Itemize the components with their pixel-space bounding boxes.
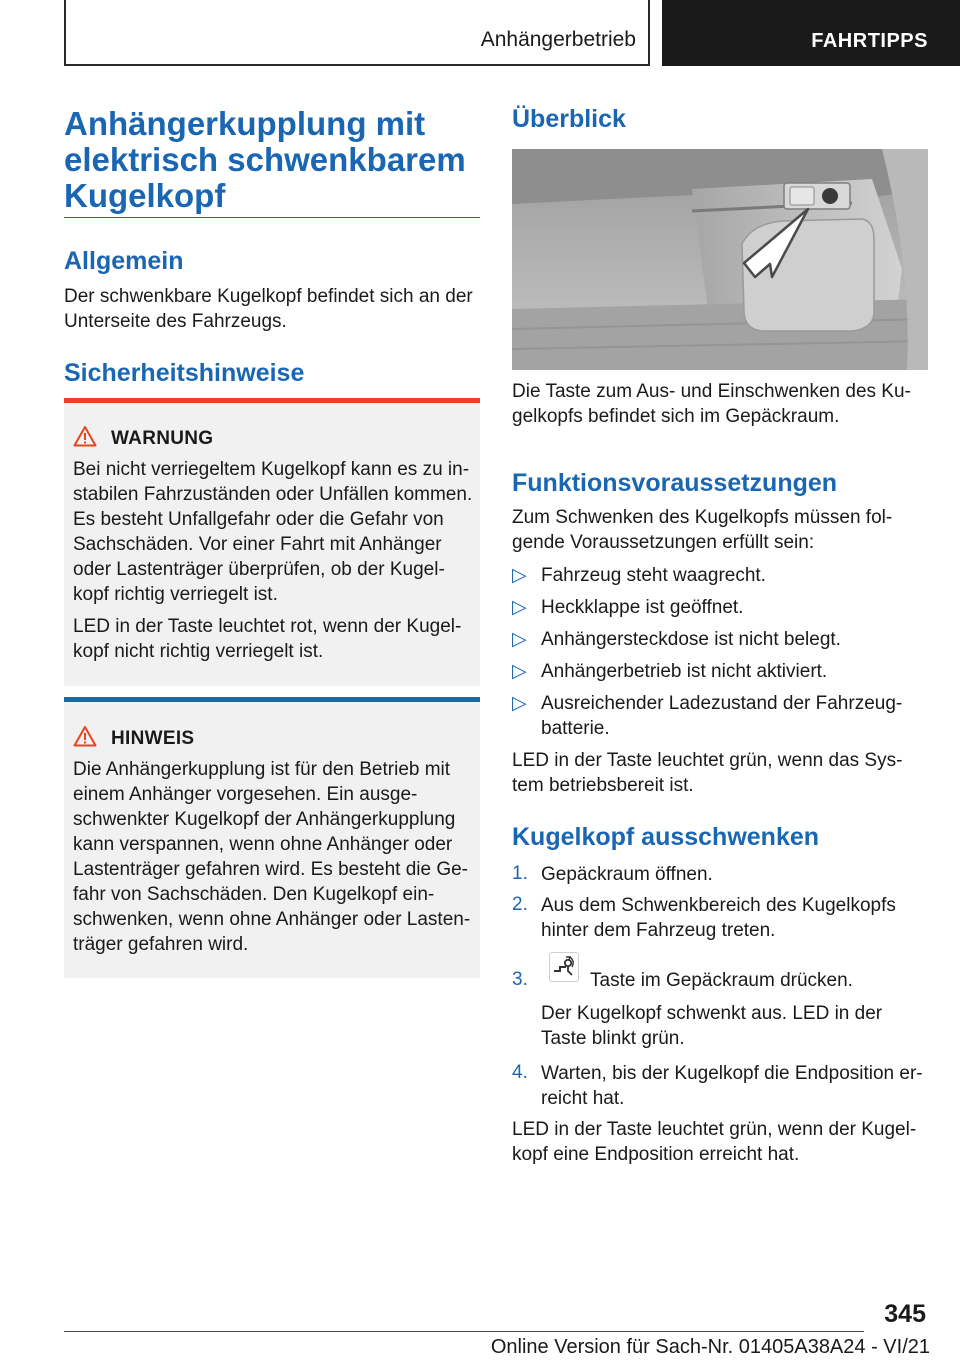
hinweis-box (64, 697, 480, 978)
trunk-photo-illustration (512, 149, 928, 370)
list-item: Ausreichender Ladezustand der Fahrzeug- batterie. (541, 693, 903, 739)
footer-online-version: Online Version für Sach-Nr. 01405A38A24 - VI/21 (490, 1336, 930, 1358)
triangle-right-icon: ▷ (512, 693, 527, 714)
step-text: Taste im Gepäckraum drücken. (590, 970, 853, 991)
warning-box (64, 398, 480, 686)
title-underline (64, 217, 480, 218)
hinweis-bar (64, 697, 480, 702)
warning-triangle-icon (73, 725, 97, 747)
list-item: Heckklappe ist geöffnet. (541, 597, 744, 618)
trailer-hitch-button-icon (549, 952, 579, 982)
requirements-intro: Zum Schwenken des Kugelkopfs müssen fol- gende Voraussetzungen erfüllt sein: (512, 507, 893, 553)
triangle-right-icon: ▷ (512, 661, 527, 682)
triangle-right-icon: ▷ (512, 629, 527, 650)
hinweis-title: HINWEIS (111, 728, 195, 749)
step-number: 3. (512, 969, 528, 990)
hinweis-text: Die Anhängerkupplung ist für den Betrieb mit einem Anhänger vorgesehen. Ein ausge- schwenkter Kugelkopf der Anhängerkupplung kann verspannen, wenn ohne Anhänger oder Lastenträger gefahren wird. Es besteht die Ge- fahr von Sachschäden. Den Kugelkopf ein- schwenken, wenn ohne Anhänger oder Lasten- träger gefahren wird. (73, 759, 471, 955)
heading-overview: Überblick (512, 105, 626, 133)
photo-caption: Die Taste zum Aus- und Einschwenken des Ku- gelkopfs befindet sich im Gepäckraum. (512, 381, 911, 427)
warning-bar (64, 398, 480, 403)
heading-safety: Sicherheitshinweise (64, 359, 305, 387)
page-number: 345 (884, 1300, 926, 1328)
step-result-text: Der Kugelkopf schwenkt aus. LED in der Taste blinkt grün. (541, 1003, 883, 1049)
step-number: 1. (512, 863, 528, 884)
list-item: Anhängersteckdose ist nicht belegt. (541, 629, 841, 650)
triangle-right-icon: ▷ (512, 565, 527, 586)
footer-rule (64, 1331, 864, 1332)
step-text: Warten, bis der Kugelkopf die Endposition er- reicht hat. (541, 1063, 923, 1109)
header-chapter-title: FAHRTIPPS (811, 30, 928, 52)
general-paragraph: Der schwenkbare Kugelkopf befindet sich an der Unterseite des Fahrzeugs. (64, 286, 473, 332)
header-section-title: Anhängerbetrieb (480, 28, 636, 51)
warning-led-text: LED in der Taste leuchtet rot, wenn der Kugel- kopf nicht richtig verriegelt ist. (73, 616, 462, 662)
heading-swing-out: Kugelkopf ausschwenken (512, 823, 820, 851)
step-text: Gepäckraum öffnen. (541, 864, 713, 885)
warning-title: WARNUNG (111, 428, 214, 449)
requirements-led-text: LED in der Taste leuchtet grün, wenn das Sys- tem betriebsbereit ist. (512, 750, 903, 796)
warning-text: Bei nicht verriegeltem Kugelkopf kann es zu in- stabilen Fahrzuständen oder Unfällen kommen. Es besteht Unfallgefahr oder die Gefahr von Sachschäden. Vor einer Fahrt mit Anhänger oder Lastenträger überprüfen, ob der Kugel- kopf richtig verriegelt ist. (73, 459, 473, 605)
step-text: Aus dem Schwenkbereich des Kugelkopfs hinter dem Fahrzeug treten. (541, 895, 896, 941)
heading-requirements: Funktionsvoraussetzungen (512, 469, 838, 497)
trunk-photo (512, 149, 928, 370)
triangle-right-icon: ▷ (512, 597, 527, 618)
step-number: 4. (512, 1062, 528, 1083)
step-number: 2. (512, 894, 528, 915)
final-paragraph: LED in der Taste leuchtet grün, wenn der Kugel- kopf eine Endposition erreicht hat. (512, 1119, 917, 1165)
page-title: Anhängerkupplung mit elektrisch schwenkbarem Kugelkopf (64, 105, 466, 214)
list-item: Anhängerbetrieb ist nicht aktiviert. (541, 661, 828, 682)
warning-triangle-icon (73, 425, 97, 447)
heading-allgemein: Allgemein (64, 247, 184, 275)
list-item: Fahrzeug steht waagrecht. (541, 565, 766, 586)
